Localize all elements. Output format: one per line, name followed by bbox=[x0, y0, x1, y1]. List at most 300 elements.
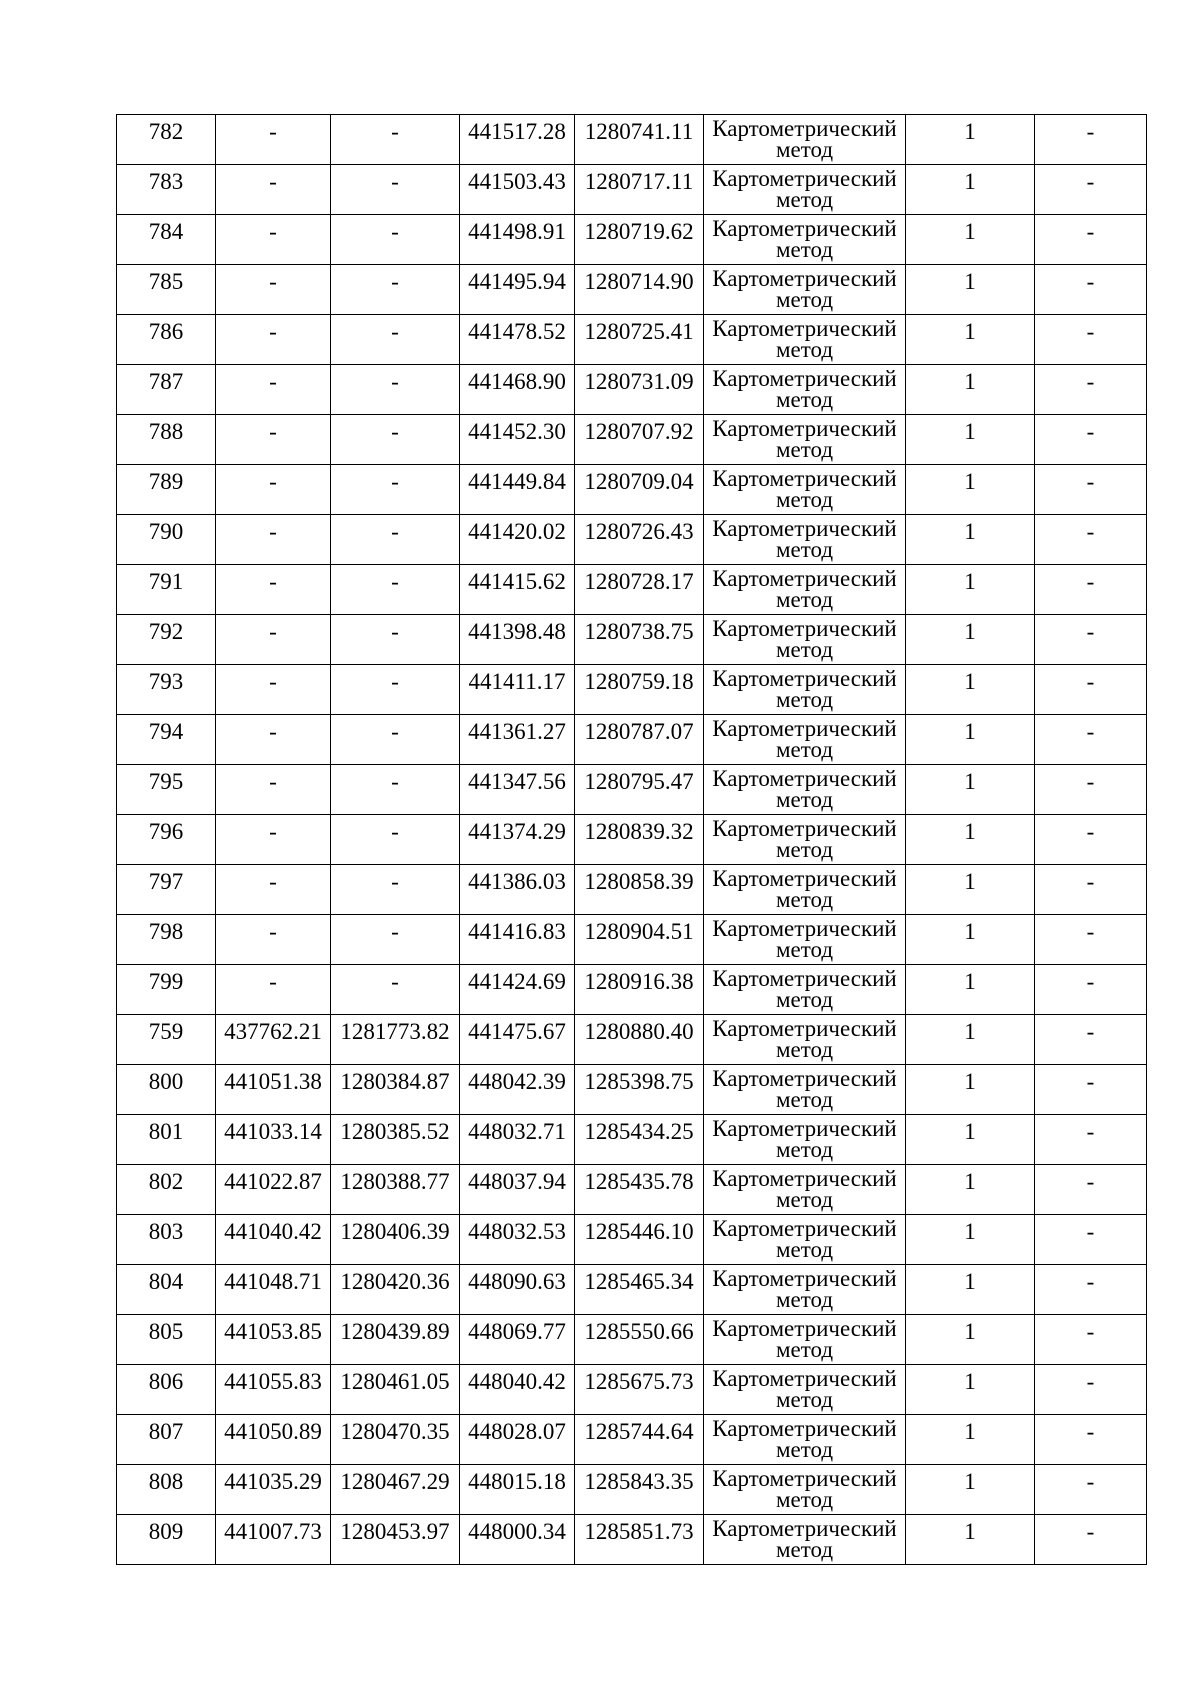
cell-note: - bbox=[1035, 1015, 1147, 1065]
cell-existing-x: - bbox=[216, 915, 331, 965]
cell-note: - bbox=[1035, 315, 1147, 365]
cell-method bbox=[704, 965, 906, 1015]
cell-new-y: 1280741.11 bbox=[575, 115, 704, 165]
coordinates-table bbox=[116, 114, 1147, 1565]
method-text-line1: Картометрический bbox=[712, 1416, 897, 1441]
cell-new-y: 1285843.35 bbox=[575, 1465, 704, 1515]
cell-existing-y: - bbox=[331, 515, 460, 565]
cell-method bbox=[704, 1165, 906, 1215]
table-row bbox=[117, 165, 1147, 215]
cell-method bbox=[704, 165, 906, 215]
cell-existing-y: 1280420.36 bbox=[331, 1265, 460, 1315]
table-row bbox=[117, 765, 1147, 815]
cell-new-x: 441347.56 bbox=[460, 765, 575, 815]
cell-new-x: 441452.30 bbox=[460, 415, 575, 465]
cell-note: - bbox=[1035, 1115, 1147, 1165]
method-text-line1: Картометрический bbox=[712, 816, 897, 841]
cell-accuracy: 1 bbox=[906, 715, 1035, 765]
cell-new-y: 1280717.11 bbox=[575, 165, 704, 215]
cell-new-x: 441517.28 bbox=[460, 115, 575, 165]
cell-existing-y: 1280453.97 bbox=[331, 1515, 460, 1565]
cell-new-x: 448042.39 bbox=[460, 1065, 575, 1115]
cell-method bbox=[704, 465, 906, 515]
table-body bbox=[117, 115, 1147, 1565]
cell-new-y: 1285434.25 bbox=[575, 1115, 704, 1165]
table-row bbox=[117, 1515, 1147, 1565]
method-text-line2: метод bbox=[775, 287, 834, 312]
cell-accuracy: 1 bbox=[906, 515, 1035, 565]
cell-existing-x: - bbox=[216, 315, 331, 365]
cell-existing-y: - bbox=[331, 365, 460, 415]
cell-accuracy: 1 bbox=[906, 765, 1035, 815]
cell-new-y: 1280728.17 bbox=[575, 565, 704, 615]
method-text-line2: метод bbox=[775, 537, 834, 562]
cell-point-number: 803 bbox=[117, 1215, 216, 1265]
cell-new-x: 448032.53 bbox=[460, 1215, 575, 1265]
cell-existing-x: 437762.21 bbox=[216, 1015, 331, 1065]
cell-accuracy: 1 bbox=[906, 115, 1035, 165]
table-row bbox=[117, 1115, 1147, 1165]
cell-accuracy: 1 bbox=[906, 415, 1035, 465]
method-text-line1: Картометрический bbox=[712, 766, 897, 791]
method-text-line1: Картометрический bbox=[712, 1316, 897, 1341]
method-text-line1: Картометрический bbox=[712, 116, 897, 141]
cell-accuracy: 1 bbox=[906, 1165, 1035, 1215]
method-text-line2: метод bbox=[775, 1237, 834, 1262]
cell-accuracy: 1 bbox=[906, 1015, 1035, 1065]
method-text-line2: метод bbox=[775, 1037, 834, 1062]
cell-new-y: 1280709.04 bbox=[575, 465, 704, 515]
cell-new-x: 441416.83 bbox=[460, 915, 575, 965]
cell-note: - bbox=[1035, 915, 1147, 965]
method-text-line1: Картометрический bbox=[712, 266, 897, 291]
method-text-line2: метод bbox=[775, 637, 834, 662]
cell-existing-x: 441048.71 bbox=[216, 1265, 331, 1315]
cell-accuracy: 1 bbox=[906, 915, 1035, 965]
table-row bbox=[117, 865, 1147, 915]
cell-note: - bbox=[1035, 1515, 1147, 1565]
cell-new-y: 1285435.78 bbox=[575, 1165, 704, 1215]
table-row bbox=[117, 965, 1147, 1015]
cell-new-y: 1285465.34 bbox=[575, 1265, 704, 1315]
table-row bbox=[117, 465, 1147, 515]
cell-method bbox=[704, 715, 906, 765]
method-text-line2: метод bbox=[775, 887, 834, 912]
cell-point-number: 792 bbox=[117, 615, 216, 665]
cell-new-y: 1280795.47 bbox=[575, 765, 704, 815]
cell-new-x: 441424.69 bbox=[460, 965, 575, 1015]
cell-new-y: 1280904.51 bbox=[575, 915, 704, 965]
cell-new-y: 1280880.40 bbox=[575, 1015, 704, 1065]
cell-method bbox=[704, 865, 906, 915]
method-text-line1: Картометрический bbox=[712, 466, 897, 491]
method-text-line1: Картометрический bbox=[712, 1266, 897, 1291]
cell-new-x: 448037.94 bbox=[460, 1165, 575, 1215]
table-row bbox=[117, 565, 1147, 615]
cell-new-x: 448028.07 bbox=[460, 1415, 575, 1465]
method-text-line1: Картометрический bbox=[712, 216, 897, 241]
method-text-line2: метод bbox=[775, 937, 834, 962]
cell-method bbox=[704, 565, 906, 615]
cell-new-y: 1285744.64 bbox=[575, 1415, 704, 1465]
cell-note: - bbox=[1035, 115, 1147, 165]
cell-method bbox=[704, 765, 906, 815]
cell-method bbox=[704, 1415, 906, 1465]
cell-existing-x: - bbox=[216, 115, 331, 165]
method-text-line2: метод bbox=[775, 1537, 834, 1562]
cell-existing-x: - bbox=[216, 515, 331, 565]
method-text-line1: Картометрический bbox=[712, 1516, 897, 1541]
cell-new-x: 441478.52 bbox=[460, 315, 575, 365]
table-row bbox=[117, 715, 1147, 765]
cell-existing-y: - bbox=[331, 865, 460, 915]
method-text-line1: Картометрический bbox=[712, 1366, 897, 1391]
cell-method bbox=[704, 665, 906, 715]
cell-new-y: 1285550.66 bbox=[575, 1315, 704, 1365]
cell-point-number: 809 bbox=[117, 1515, 216, 1565]
method-text-line2: метод bbox=[775, 1137, 834, 1162]
table-row bbox=[117, 815, 1147, 865]
table-row bbox=[117, 1265, 1147, 1315]
cell-note: - bbox=[1035, 715, 1147, 765]
cell-new-x: 448090.63 bbox=[460, 1265, 575, 1315]
cell-accuracy: 1 bbox=[906, 1115, 1035, 1165]
cell-point-number: 790 bbox=[117, 515, 216, 565]
cell-existing-y: - bbox=[331, 315, 460, 365]
method-text-line2: метод bbox=[775, 787, 834, 812]
method-text-line2: метод bbox=[775, 1087, 834, 1112]
cell-note: - bbox=[1035, 565, 1147, 615]
cell-note: - bbox=[1035, 1365, 1147, 1415]
cell-new-y: 1280719.62 bbox=[575, 215, 704, 265]
cell-point-number: 797 bbox=[117, 865, 216, 915]
cell-new-y: 1285851.73 bbox=[575, 1515, 704, 1565]
cell-existing-y: - bbox=[331, 665, 460, 715]
cell-existing-x: 441051.38 bbox=[216, 1065, 331, 1115]
cell-new-x: 441398.48 bbox=[460, 615, 575, 665]
cell-note: - bbox=[1035, 165, 1147, 215]
cell-accuracy: 1 bbox=[906, 1265, 1035, 1315]
cell-new-x: 441415.62 bbox=[460, 565, 575, 615]
cell-existing-x: - bbox=[216, 265, 331, 315]
cell-accuracy: 1 bbox=[906, 1215, 1035, 1265]
table-row bbox=[117, 665, 1147, 715]
cell-existing-y: - bbox=[331, 565, 460, 615]
cell-method bbox=[704, 615, 906, 665]
method-text-line2: метод bbox=[775, 1437, 834, 1462]
cell-note: - bbox=[1035, 465, 1147, 515]
method-text-line2: метод bbox=[775, 187, 834, 212]
cell-method bbox=[704, 1315, 906, 1365]
cell-point-number: 806 bbox=[117, 1365, 216, 1415]
cell-point-number: 804 bbox=[117, 1265, 216, 1315]
method-text-line1: Картометрический bbox=[712, 866, 897, 891]
cell-new-y: 1280731.09 bbox=[575, 365, 704, 415]
cell-point-number: 799 bbox=[117, 965, 216, 1015]
cell-point-number: 783 bbox=[117, 165, 216, 215]
cell-point-number: 789 bbox=[117, 465, 216, 515]
cell-new-y: 1285398.75 bbox=[575, 1065, 704, 1115]
cell-note: - bbox=[1035, 665, 1147, 715]
method-text-line2: метод bbox=[775, 1337, 834, 1362]
cell-method bbox=[704, 915, 906, 965]
cell-existing-y: 1280388.77 bbox=[331, 1165, 460, 1215]
cell-note: - bbox=[1035, 1415, 1147, 1465]
cell-accuracy: 1 bbox=[906, 1315, 1035, 1365]
cell-existing-x: - bbox=[216, 765, 331, 815]
cell-new-x: 441468.90 bbox=[460, 365, 575, 415]
cell-note: - bbox=[1035, 215, 1147, 265]
cell-existing-x: - bbox=[216, 965, 331, 1015]
cell-method bbox=[704, 365, 906, 415]
cell-new-x: 441386.03 bbox=[460, 865, 575, 915]
cell-point-number: 785 bbox=[117, 265, 216, 315]
cell-new-y: 1285675.73 bbox=[575, 1365, 704, 1415]
cell-new-x: 441449.84 bbox=[460, 465, 575, 515]
cell-existing-x: - bbox=[216, 615, 331, 665]
cell-point-number: 807 bbox=[117, 1415, 216, 1465]
method-text-line1: Картометрический bbox=[712, 716, 897, 741]
table-row bbox=[117, 1215, 1147, 1265]
cell-method bbox=[704, 515, 906, 565]
cell-note: - bbox=[1035, 365, 1147, 415]
method-text-line1: Картометрический bbox=[712, 1166, 897, 1191]
cell-existing-x: 441022.87 bbox=[216, 1165, 331, 1215]
method-text-line1: Картометрический bbox=[712, 916, 897, 941]
cell-existing-y: - bbox=[331, 765, 460, 815]
cell-accuracy: 1 bbox=[906, 465, 1035, 515]
cell-accuracy: 1 bbox=[906, 365, 1035, 415]
cell-note: - bbox=[1035, 765, 1147, 815]
cell-new-y: 1280714.90 bbox=[575, 265, 704, 315]
cell-accuracy: 1 bbox=[906, 665, 1035, 715]
method-text-line1: Картометрический bbox=[712, 366, 897, 391]
cell-note: - bbox=[1035, 1165, 1147, 1215]
cell-method bbox=[704, 415, 906, 465]
cell-method bbox=[704, 1015, 906, 1065]
cell-new-y: 1280787.07 bbox=[575, 715, 704, 765]
cell-new-x: 441411.17 bbox=[460, 665, 575, 715]
cell-existing-y: 1280384.87 bbox=[331, 1065, 460, 1115]
cell-accuracy: 1 bbox=[906, 315, 1035, 365]
table-row bbox=[117, 115, 1147, 165]
cell-point-number: 802 bbox=[117, 1165, 216, 1215]
cell-accuracy: 1 bbox=[906, 1415, 1035, 1465]
cell-note: - bbox=[1035, 1315, 1147, 1365]
cell-accuracy: 1 bbox=[906, 1065, 1035, 1115]
cell-point-number: 787 bbox=[117, 365, 216, 415]
table-row bbox=[117, 1415, 1147, 1465]
method-text-line2: метод bbox=[775, 687, 834, 712]
cell-new-x: 441475.67 bbox=[460, 1015, 575, 1065]
cell-note: - bbox=[1035, 615, 1147, 665]
cell-existing-x: - bbox=[216, 715, 331, 765]
method-text-line2: метод bbox=[775, 487, 834, 512]
cell-note: - bbox=[1035, 1465, 1147, 1515]
method-text-line2: метод bbox=[775, 1287, 834, 1312]
cell-method bbox=[704, 1265, 906, 1315]
method-text-line1: Картометрический bbox=[712, 616, 897, 641]
cell-new-x: 441361.27 bbox=[460, 715, 575, 765]
cell-accuracy: 1 bbox=[906, 165, 1035, 215]
cell-existing-x: - bbox=[216, 565, 331, 615]
method-text-line1: Картометрический bbox=[712, 566, 897, 591]
cell-note: - bbox=[1035, 515, 1147, 565]
cell-existing-y: - bbox=[331, 715, 460, 765]
cell-existing-x: - bbox=[216, 365, 331, 415]
cell-new-x: 448032.71 bbox=[460, 1115, 575, 1165]
cell-note: - bbox=[1035, 1065, 1147, 1115]
cell-existing-y: - bbox=[331, 465, 460, 515]
cell-note: - bbox=[1035, 415, 1147, 465]
cell-existing-y: 1280461.05 bbox=[331, 1365, 460, 1415]
cell-method bbox=[704, 115, 906, 165]
method-text-line2: метод bbox=[775, 1187, 834, 1212]
cell-existing-x: - bbox=[216, 415, 331, 465]
cell-accuracy: 1 bbox=[906, 215, 1035, 265]
cell-new-x: 448000.34 bbox=[460, 1515, 575, 1565]
cell-point-number: 759 bbox=[117, 1015, 216, 1065]
cell-method bbox=[704, 315, 906, 365]
cell-point-number: 788 bbox=[117, 415, 216, 465]
cell-existing-x: - bbox=[216, 815, 331, 865]
cell-note: - bbox=[1035, 1215, 1147, 1265]
cell-point-number: 801 bbox=[117, 1115, 216, 1165]
method-text-line1: Картометрический bbox=[712, 1066, 897, 1091]
method-text-line2: метод bbox=[775, 387, 834, 412]
cell-method bbox=[704, 815, 906, 865]
cell-existing-x: 441050.89 bbox=[216, 1415, 331, 1465]
cell-existing-x: 441053.85 bbox=[216, 1315, 331, 1365]
cell-new-x: 441495.94 bbox=[460, 265, 575, 315]
table-row bbox=[117, 365, 1147, 415]
method-text-line2: метод bbox=[775, 237, 834, 262]
table-row bbox=[117, 265, 1147, 315]
cell-point-number: 800 bbox=[117, 1065, 216, 1115]
cell-existing-x: - bbox=[216, 865, 331, 915]
table-row bbox=[117, 215, 1147, 265]
cell-accuracy: 1 bbox=[906, 1515, 1035, 1565]
cell-method bbox=[704, 265, 906, 315]
cell-new-y: 1280725.41 bbox=[575, 315, 704, 365]
cell-existing-y: 1281773.82 bbox=[331, 1015, 460, 1065]
cell-method bbox=[704, 1515, 906, 1565]
cell-point-number: 784 bbox=[117, 215, 216, 265]
cell-existing-y: - bbox=[331, 215, 460, 265]
table-row bbox=[117, 915, 1147, 965]
cell-accuracy: 1 bbox=[906, 1465, 1035, 1515]
table-row bbox=[117, 1015, 1147, 1065]
method-text-line1: Картометрический bbox=[712, 1016, 897, 1041]
cell-accuracy: 1 bbox=[906, 865, 1035, 915]
cell-new-x: 441420.02 bbox=[460, 515, 575, 565]
cell-point-number: 796 bbox=[117, 815, 216, 865]
method-text-line1: Картометрический bbox=[712, 1466, 897, 1491]
cell-accuracy: 1 bbox=[906, 265, 1035, 315]
cell-note: - bbox=[1035, 965, 1147, 1015]
method-text-line2: метод bbox=[775, 1487, 834, 1512]
method-text-line1: Картометрический bbox=[712, 1116, 897, 1141]
cell-existing-y: - bbox=[331, 615, 460, 665]
cell-existing-y: - bbox=[331, 815, 460, 865]
cell-existing-y: - bbox=[331, 965, 460, 1015]
table-row bbox=[117, 1365, 1147, 1415]
method-text-line2: метод bbox=[775, 587, 834, 612]
cell-new-x: 448040.42 bbox=[460, 1365, 575, 1415]
cell-point-number: 795 bbox=[117, 765, 216, 815]
cell-existing-y: - bbox=[331, 915, 460, 965]
table-row bbox=[117, 1165, 1147, 1215]
cell-existing-y: 1280385.52 bbox=[331, 1115, 460, 1165]
cell-point-number: 808 bbox=[117, 1465, 216, 1515]
cell-new-y: 1280858.39 bbox=[575, 865, 704, 915]
cell-new-y: 1280839.32 bbox=[575, 815, 704, 865]
method-text-line2: метод bbox=[775, 1387, 834, 1412]
cell-existing-x: 441035.29 bbox=[216, 1465, 331, 1515]
cell-new-x: 441503.43 bbox=[460, 165, 575, 215]
table-row bbox=[117, 415, 1147, 465]
cell-new-x: 441374.29 bbox=[460, 815, 575, 865]
cell-existing-x: - bbox=[216, 215, 331, 265]
method-text-line2: метод bbox=[775, 337, 834, 362]
cell-point-number: 793 bbox=[117, 665, 216, 715]
cell-existing-y: 1280439.89 bbox=[331, 1315, 460, 1365]
cell-accuracy: 1 bbox=[906, 815, 1035, 865]
table-row bbox=[117, 615, 1147, 665]
cell-existing-x: - bbox=[216, 465, 331, 515]
cell-existing-y: - bbox=[331, 265, 460, 315]
method-text-line2: метод bbox=[775, 987, 834, 1012]
cell-method bbox=[704, 215, 906, 265]
cell-new-y: 1285446.10 bbox=[575, 1215, 704, 1265]
cell-method bbox=[704, 1465, 906, 1515]
method-text-line1: Картометрический bbox=[712, 416, 897, 441]
cell-existing-x: - bbox=[216, 665, 331, 715]
table-row bbox=[117, 1315, 1147, 1365]
table-row bbox=[117, 1065, 1147, 1115]
cell-point-number: 782 bbox=[117, 115, 216, 165]
cell-method bbox=[704, 1365, 906, 1415]
cell-new-y: 1280707.92 bbox=[575, 415, 704, 465]
cell-new-y: 1280738.75 bbox=[575, 615, 704, 665]
method-text-line1: Картометрический bbox=[712, 1216, 897, 1241]
cell-existing-y: - bbox=[331, 415, 460, 465]
cell-existing-x: - bbox=[216, 165, 331, 215]
method-text-line2: метод bbox=[775, 437, 834, 462]
cell-new-x: 441498.91 bbox=[460, 215, 575, 265]
cell-new-y: 1280759.18 bbox=[575, 665, 704, 715]
cell-point-number: 805 bbox=[117, 1315, 216, 1365]
cell-existing-x: 441033.14 bbox=[216, 1115, 331, 1165]
cell-existing-x: 441007.73 bbox=[216, 1515, 331, 1565]
cell-point-number: 798 bbox=[117, 915, 216, 965]
cell-method bbox=[704, 1115, 906, 1165]
cell-point-number: 794 bbox=[117, 715, 216, 765]
method-text-line1: Картометрический bbox=[712, 516, 897, 541]
cell-method bbox=[704, 1065, 906, 1115]
cell-new-y: 1280916.38 bbox=[575, 965, 704, 1015]
method-text-line1: Картометрический bbox=[712, 666, 897, 691]
cell-existing-y: - bbox=[331, 165, 460, 215]
cell-note: - bbox=[1035, 265, 1147, 315]
table-row bbox=[117, 315, 1147, 365]
cell-note: - bbox=[1035, 865, 1147, 915]
cell-existing-x: 441055.83 bbox=[216, 1365, 331, 1415]
cell-new-x: 448015.18 bbox=[460, 1465, 575, 1515]
cell-accuracy: 1 bbox=[906, 565, 1035, 615]
cell-point-number: 786 bbox=[117, 315, 216, 365]
method-text-line2: метод bbox=[775, 137, 834, 162]
